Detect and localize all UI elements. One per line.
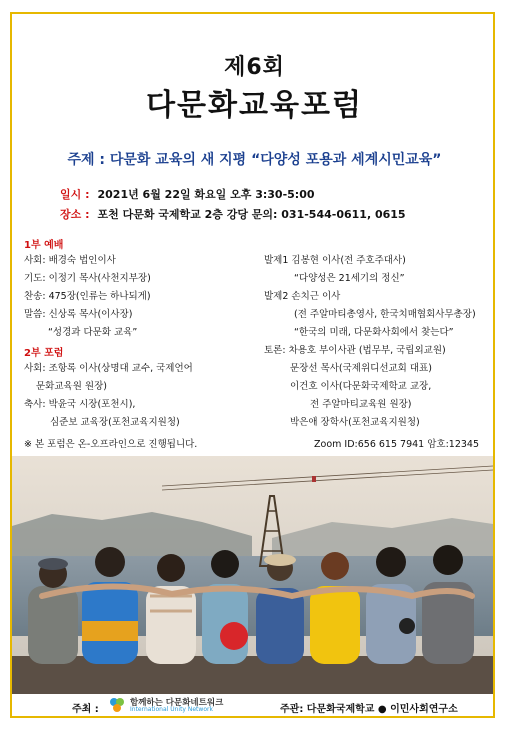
part1-right-line: “한국의 미래, 다문화사회에서 찾는다”	[294, 327, 454, 338]
part1-heading: 1부 예배	[24, 240, 64, 251]
part1-left-line: 말씀: 신상록 목사(이사장)	[24, 309, 133, 320]
place-value: 포천 다문화 국제학교 2층 강당 문의: 031-544-0611, 0615	[97, 208, 406, 221]
forum-number: 제6회	[224, 55, 285, 80]
group-photo-illustration	[12, 456, 493, 694]
part1-left-line: 찬송: 475장(인류는 하나되게)	[24, 291, 151, 302]
network-org-en: International Unity Network	[130, 706, 213, 713]
part2-right-line: 이건호 이사(다문화국제학교 교장,	[290, 381, 432, 392]
part1-right-line: 발제2 손치근 이사	[264, 291, 341, 302]
network-logo-icon	[108, 696, 126, 714]
group-photo	[12, 456, 493, 694]
poster-frame	[10, 12, 495, 718]
part2-heading: 2부 포럼	[24, 348, 64, 359]
part2-right-line: 문장선 목사(국제위디선교회 대표)	[290, 363, 432, 374]
part1-left-line: “성경과 다문화 교육”	[48, 327, 138, 338]
place-label: 장소 :	[60, 208, 90, 221]
online-notice: ※ 본 포럼은 온-오프라인으로 진행됩니다.	[24, 439, 198, 450]
place-line	[60, 206, 406, 222]
date-value: 2021년 6월 22일 화요일 오후 3:30-5:00	[97, 188, 315, 201]
host-label: 주최 :	[72, 704, 99, 715]
part2-right-line: 박은애 장학사(포천교육지원청)	[290, 417, 420, 428]
forum-title: 다문화교육포럼	[146, 88, 363, 123]
part2-left-line: 문화교육원 원장)	[36, 381, 107, 392]
part2-left-line: 사회: 조항록 이사(상명대 교수, 국제언어	[24, 363, 193, 374]
part1-right-line: 발제1 김봉현 이사(전 주호주대사)	[264, 255, 406, 266]
network-org-ko: 함께하는 다문화네트워크	[130, 698, 224, 708]
date-line	[60, 186, 315, 202]
part1-left-line: 사회: 배경숙 법인이사	[24, 255, 116, 266]
part1-right-line: “다양성은 21세기의 정신”	[294, 273, 405, 284]
forum-theme: 주제 : 다문화 교육의 새 지평 “다양성 포용과 세계시민교육”	[67, 152, 442, 168]
date-label: 일시 :	[60, 188, 90, 201]
part2-right-line: 전 주알마티교육원 원장)	[310, 399, 412, 410]
footer	[12, 694, 493, 716]
part1-right-line: (전 주알마티총영사, 한국치매협회사무총장)	[294, 309, 476, 320]
part2-right-line: 토론: 차용호 부이사관 (법무부, 국립외교원)	[264, 345, 446, 356]
part2-left-line: 심준보 교육장(포천교육지원청)	[50, 417, 180, 428]
zoom-info: Zoom ID:656 615 7941 암호:12345	[314, 439, 480, 450]
part2-left-line: 축사: 박윤국 시장(포천시),	[24, 399, 136, 410]
part1-left-line: 기도: 이정기 목사(사천지부장)	[24, 273, 151, 284]
sponsor-line: 주관: 다문화국제학교 ● 이민사회연구소	[280, 704, 458, 715]
